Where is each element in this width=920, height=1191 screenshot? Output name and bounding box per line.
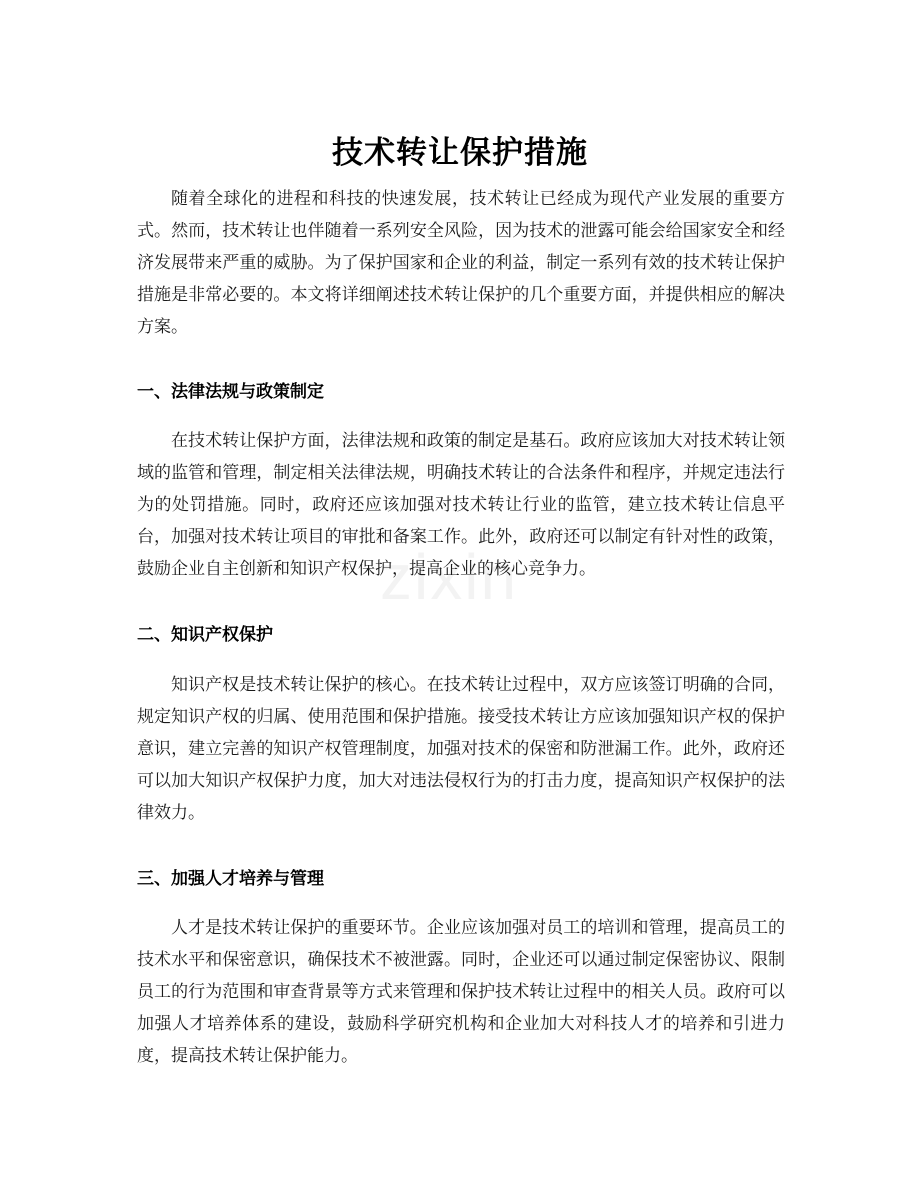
section-heading-1: 一、法律法规与政策制定 xyxy=(137,382,324,402)
section-body-3: 人才是技术转让保护的重要环节。企业应该加强对员工的培训和管理，提高员工的技术水平和保密意识，确保技术不被泄露。同时，企业还可以通过制定保密协议、限制员工的行为范围和审查背景等方式来管理和保护技术转让过程中的相关人员。政府可以加强人才培养体系的建设，鼓励科学研究机构和企业加大对科技人才的培养和引进力度，提高技术转让保护能力。 xyxy=(137,918,785,1066)
document-title: 技术转让保护措施 xyxy=(332,134,588,171)
section-body-1: 在技术转让保护方面，法律法规和政策的制定是基石。政府应该加大对技术转让领域的监管和管理，制定相关法律法规，明确技术转让的合法条件和程序，并规定违法行为的处罚措施。同时，政府还应该加强对技术转让行业的监管，建立技术转让信息平台，加强对技术转让项目的审批和备案工作。此外，政府还可以制定有针对性的政策，鼓励企业自主创新和知识产权保护，提高企业的核心竞争力。 xyxy=(137,431,785,579)
section-heading-2: 二、知识产权保护 xyxy=(137,625,273,645)
section-heading-3: 三、加强人才培养与管理 xyxy=(137,869,324,889)
intro-paragraph: 随着全球化的进程和科技的快速发展，技术转让已经成为现代产业发展的重要方式。然而，技术转让也伴随着一系列安全风险，因为技术的泄露可能会给国家安全和经济发展带来严重的威胁。为了保护国家和企业的利益，制定一系列有效的技术转让保护措施是非常必要的。本文将详细阐述技术转让保护的几个重要方面，并提供相应的解决方案。 xyxy=(137,189,785,337)
section-body-2: 知识产权是技术转让保护的核心。在技术转让过程中，双方应该签订明确的合同，规定知识产权的归属、使用范围和保护措施。接受技术转让方应该加强知识产权的保护意识，建立完善的知识产权管理制度，加强对技术的保密和防泄漏工作。此外，政府还可以加大知识产权保护力度，加大对违法侵权行为的打击力度，提高知识产权保护的法律效力。 xyxy=(137,675,785,823)
